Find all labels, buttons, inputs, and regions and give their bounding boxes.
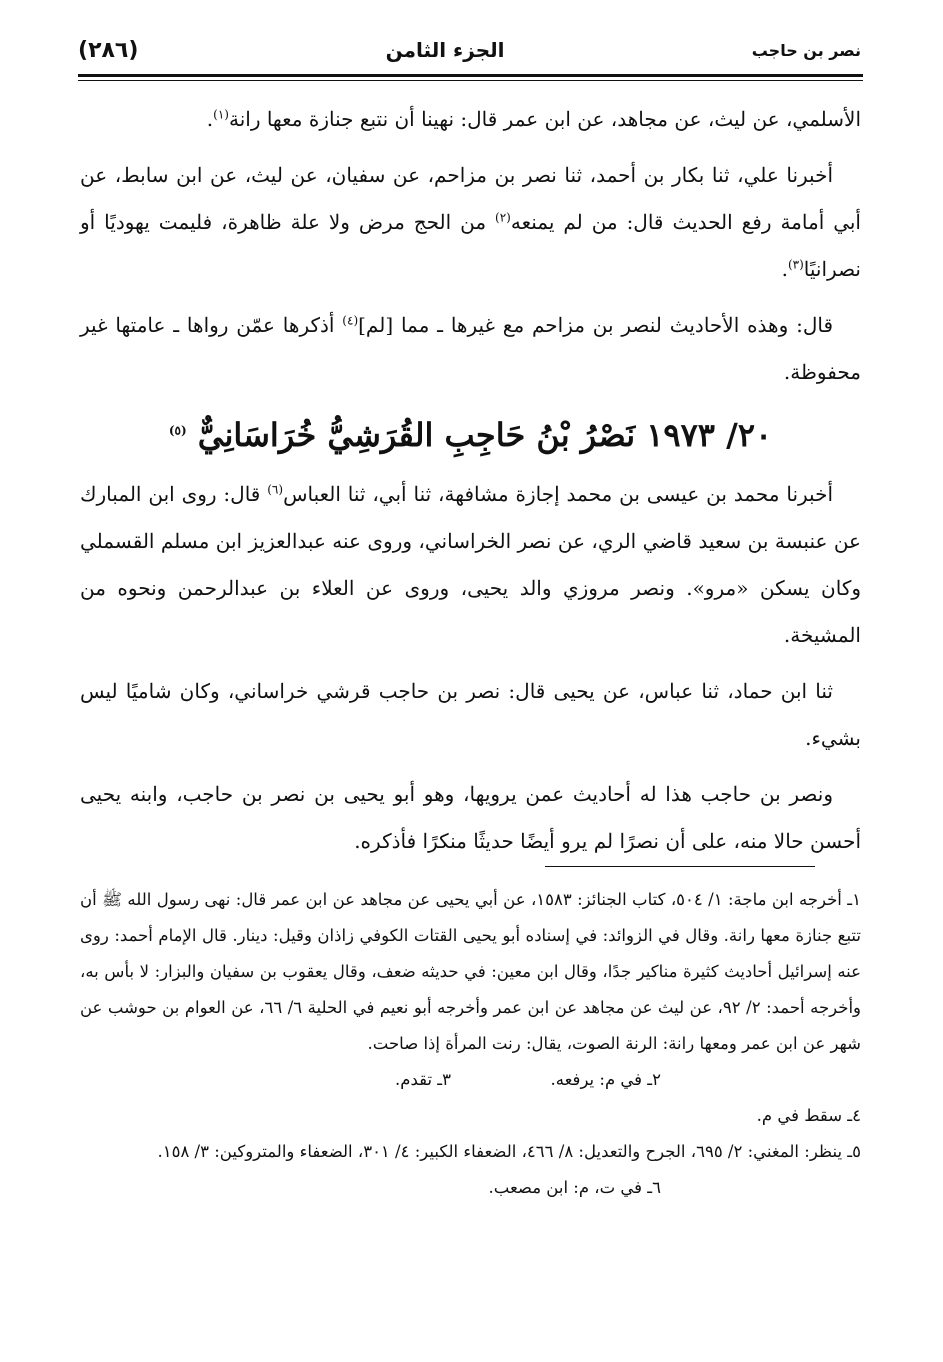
paragraph-3: قال: وهذه الأحاديث لنصر بن مزاحم مع غيرها ـ مما [لم]$^{(٤)}$ أذكرها عمّن رواها ـ عامتها غير محفوظة. xyxy=(80,313,861,384)
footnote-ref-4[interactable]: (٤) xyxy=(342,313,359,328)
header-rule-thin xyxy=(78,80,863,81)
volume-title: الجزء الثامن xyxy=(385,38,505,62)
paragraph-1: الأسلمي، عن ليث، عن مجاهد، عن ابن عمر قال: نهينا أن نتبع جنازة معها رانة$^{(١)}$. xyxy=(206,107,861,131)
header-rule-thick xyxy=(78,74,863,77)
paragraph-4: أخبرنا محمد بن عيسى بن محمد إجازة مشافهة، ثنا أبي، ثنا العباس$^{(٦)}$ قال: روى ابن المبارك عن عنبسة بن سعيد قاضي الري، عن نصر الخراساني، وروى عنه عبدالعزيز ابن مسلم القسملي وكان يسكن «مرو». ونصر مروزي والد يحيى، وروى عن العلاء بن عبدالرحمن ونحوه من المشيخة. xyxy=(80,482,861,647)
footnote-ref-3[interactable]: (٣) xyxy=(787,257,804,272)
footnote-5: ٥ـ ينظر: المغني: ٢/ ٦٩٥، الجرح والتعديل: ٨/ ٤٦٦، الضعفاء الكبير: ٤/ ٣٠١، الضعفاء والمتروكين: ٣/ ١٥٨. xyxy=(157,1142,861,1161)
paragraph-5: ثنا ابن حماد، ثنا عباس، عن يحيى قال: نصر بن حاجب قرشي خراساني، وكان شاميًا ليس بشيء. xyxy=(80,679,861,750)
footnote-ref-2[interactable]: (٢) xyxy=(495,210,511,225)
footnote-ref-1[interactable]: (١) xyxy=(213,107,229,122)
footnote-separator xyxy=(545,866,815,867)
entry-heading: ٢٠/ ١٩٧٣ نَصْرُ بْنُ حَاجِبِ القُرَشِيُّ خُرَاسَانِيٌّ $^{(٥)}$ xyxy=(168,416,773,454)
footnote-1: ١ـ أخرجه ابن ماجة: ١/ ٥٠٤، كتاب الجنائز: ١٥٨٣، عن أبي يحيى عن مجاهد عن ابن عمر قال: نهى رسول الله ﷺ أن تتبع جنازة معها رانة. وقال في الزوائد: في إسناده أبو يحيى القتات الكوفي زاذان وقيل: دينار. قال الإمام أحمد: روى عنه إسرائيل أحاديث كثيرة مناكير جدًا، وقال ابن معين: في حديثه ضعف، وقال يعقوب بن سفيان والبزار: لا بأس به، وأخرجه أحمد: ٢/ ٩٢، عن ليث عن مجاهد عن ابن عمر وأخرجه أبو نعيم في الحلية ٦/ ٦٦، عن العوام بن حوشب عن شهر عن ابن عمر ومعها رانة: الرنة الصوت، يقال: رنت المرأة إذا صاحت. xyxy=(80,890,862,1053)
footnote-3: ٣ـ تقدم. xyxy=(394,1070,451,1089)
footnote-row-2-3 xyxy=(80,1062,861,1098)
page-number: (٢٨٦) xyxy=(78,37,139,63)
footnote-6: ٦ـ في ت، م: ابن مصعب. xyxy=(488,1178,661,1197)
paragraph-2: أخبرنا علي، ثنا بكار بن أحمد، ثنا نصر بن مزاحم، عن سفيان، عن ليث، عن ابن سابط، عن أبي أمامة رفع الحديث قال: من لم يمنعه$^{(٢)}$ من الحج مرض ولا علة ظاهرة، فليمت يهوديًا أو نصرانيًا$^{(٣)}$. xyxy=(80,163,861,281)
main-text xyxy=(80,96,861,874)
paragraph-6: ونصر بن حاجب هذا له أحاديث عمن يرويها، وهو أبو يحيى بن نصر بن حاجب، وابنه يحيى أحسن حالا منه، على أن نصرًا لم يرو أيضًا حديثًا منكرًا فأذكره. xyxy=(80,782,861,853)
footnotes xyxy=(80,882,861,1206)
footnote-ref-6[interactable]: (٦) xyxy=(267,482,284,497)
page-header xyxy=(78,30,861,70)
footnote-4: ٤ـ سقط في م. xyxy=(756,1106,861,1125)
footnote-2: ٢ـ في م: يرفعه. xyxy=(550,1070,661,1089)
running-head: نصر بن حاجب xyxy=(751,40,861,60)
footnote-ref-5[interactable]: (٥) xyxy=(168,423,187,438)
footnote-row-6 xyxy=(80,1170,861,1206)
